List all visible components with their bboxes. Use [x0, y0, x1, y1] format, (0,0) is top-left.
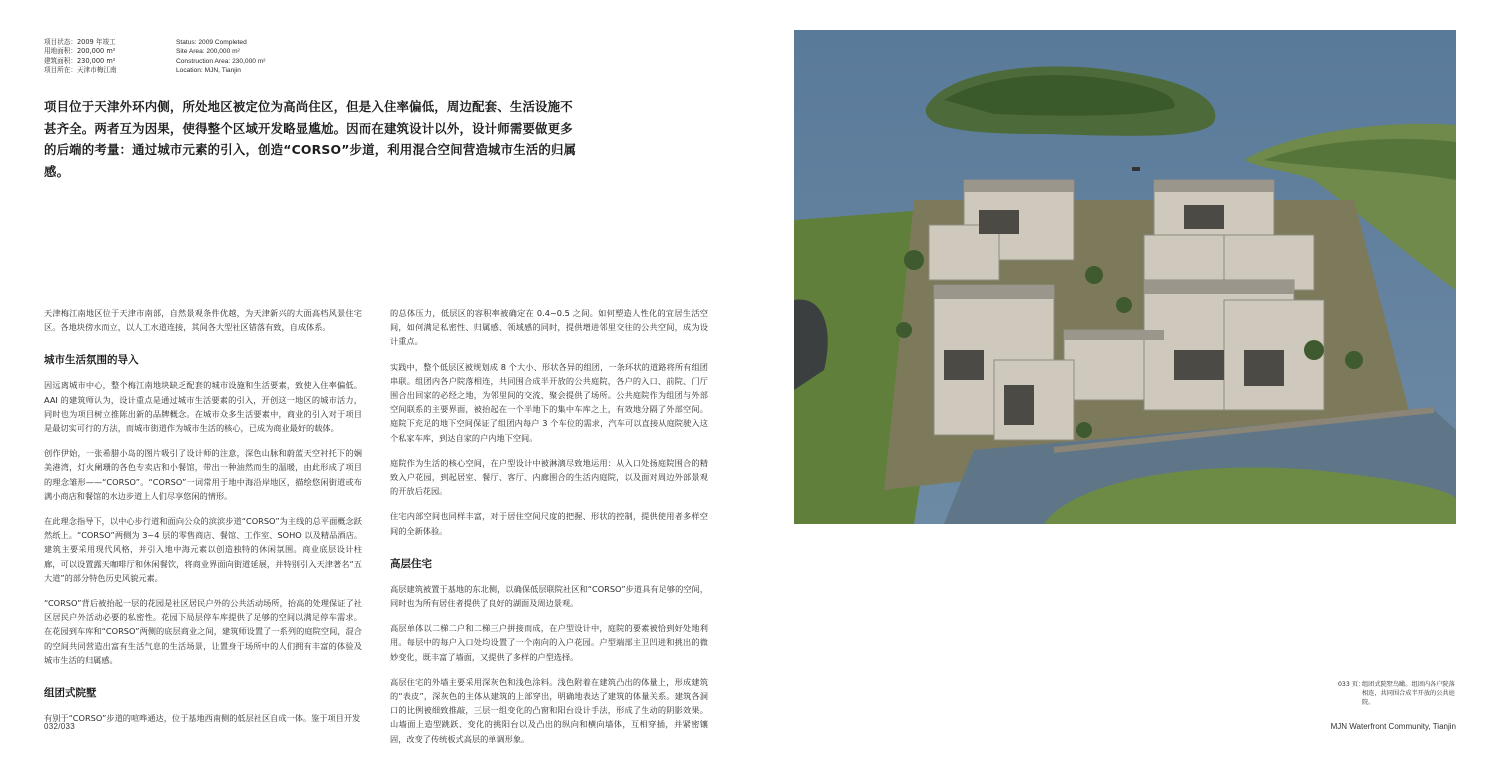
paragraph: 高层单体以二梯二户和二梯三户拼接而成，在户型设计中，庭院的要素被恰到好处地利用。每层中的每户入口处均设置了一个南向的入户花园。户型端部主卫凹进和挑出的微妙变化，既丰富了墙面，又提供了多样的户型选择。: [390, 623, 708, 662]
paragraph: 因远离城市中心，整个梅江南地块缺乏配套的城市设施和生活要素，致使入住率偏低。AAI 的建筑师认为，设计重点是通过城市生活要素的引入，开创这一地区的城市活力，同时也为项目树立推陈出新的品牌概念。在城市众多生活要素中，商业的引入对于项目是最切实可行的方法，而城市街道作为城市生活的核心，已成为商业最好的载体。: [44, 380, 362, 434]
paragraph: “CORSO”背后被抬起一层的花园是社区居民户外的公共活动场所，抬高的处理保证了社区居民户外活动必要的私密性。花园下局层停车库提供了足够的空间以满足停车需求。在花园到车库和“CORSO”两侧的底层商业之间，建筑师设置了一系列的庭院空间，混合的空间共同营造出富有生活气息的生活场景，让置身于场所中的人们拥有丰富的体验及城市生活的归属感。: [44, 598, 362, 665]
spec-location-en: Location: MJN, Tianjin: [176, 67, 241, 75]
spec-status-zh: 项目状态：2009 年竣工: [44, 38, 116, 46]
page-folio: 032/033: [44, 722, 76, 731]
paragraph: 高层建筑被置于基地的东北侧，以确保低层联院社区和“CORSO”步道具有足够的空间，同时也为所有居住者提供了良好的湖面及周边景观。: [390, 583, 708, 609]
running-footer: MJN Waterfront Community, Tianjin: [1330, 722, 1456, 731]
paragraph: 创作伊始，一张希腊小岛的图片吸引了设计师的注意，深色山脉和蔚蓝天空衬托下的娴美港湾，灯火阑珊的各色专卖店和小餐馆，带出一种油然而生的温暖，由此形成了项目的理念雏形——“CORSO”。“CORSO”一词常用于地中海沿岸地区，描绘悠闲街道或布满小商店和餐馆的水边步道上人们尽享悠闲的情形。: [44, 448, 362, 501]
photo-caption: 组团式院墅鸟瞰。组团内各户院落相连，共同围合成半开放的公共庭院。: [1362, 681, 1455, 706]
spec-site-area-zh: 用地面积：200,000 m²: [44, 47, 116, 56]
paragraph: 住宅内部空间也同样丰富，对于居住空间尺度的把握、形状的控制，提供使用者多样空间的全新体验。: [390, 511, 708, 536]
paragraph: 天津梅江南地区位于天津市南部，自然景观条件优越，为天津新兴的大面高档风景住宅区。各地块傍水而立，以人工水道连接，其间各大型社区错落有致，自成体系。: [44, 308, 362, 333]
spec-status-en: Status: 2009 Completed: [176, 39, 247, 46]
section-heading: 高层住宅: [390, 557, 432, 570]
paragraph: 庭院作为生活的核心空间，在户型设计中被淋漓尽致地运用：从入口处扬庭院围合的精致入户花园，到起居室、餐厅、客厅、内廊围合的生活内庭院，以及面对周边外部景观的开放后花园。: [390, 457, 708, 497]
paragraph: 的总体压力，低层区的容积率被确定在 0.4~0.5 之间。如何塑造人性化的宜居生活空间，如何满足私密性、归属感、领域感的同时，提供增进邻里交往的公共空间，成为设计重点。: [390, 308, 708, 347]
spec-construction-area-zh: 建筑面积：230,000 m²: [44, 56, 116, 65]
spec-site-area-en: Site Area: 200,000 m²: [176, 48, 240, 56]
paragraph: 有别于“CORSO”步道的喧哗通达，位于基地西南侧的低层社区自成一体。鉴于项目开发: [44, 713, 361, 724]
paragraph: 高层住宅的外墙主要采用深灰色和浅色涂料。浅色附着在建筑凸出的体量上，形成建筑的“表皮”，深灰色的主体从建筑的上部穿出，明确地表达了建筑的体量关系。建筑各洞口的比例被细致推敲，三层一组变化的凸窗和阳台设计手法，形成了生动的阴影效果。山墙面上造型跳跃、变化的挑阳台以及凸出的纵向和横向墙体，互相穿插，并紧密镶固，改变了传统板式高层的单调形象。: [390, 676, 708, 744]
intro-paragraph: 项目位于天津外环内侧，所处地区被定位为高尚住区，但是入住率偏低，周边配套、生活设施不甚齐全。两者互为因果，使得整个区域开发略显尴尬。因而在建筑设计以外，设计师需要做更多的后端的考量：通过城市元素的引入，创造“CORSO”步道，利用混合空间营造城市生活的归属感。: [44, 99, 577, 179]
aerial-photo: [794, 30, 1456, 524]
body-column-middle: [390, 306, 708, 757]
body-column-left: [44, 306, 362, 736]
paragraph: 实践中，整个低层区被规划成 8 个大小、形状各异的组团，一条环状的道路将所有组团串联。组团内各户院落相连，共同围合成半开放的公共庭院，各户的入口、前院、门厅围合出回家的必经之地，为邻里间的交流、聚会提供了场所。公共庭院作为组团与外部空间联系的主要界面，被抬起在一个半地下的集中车库之上，有效地分隔了外部空间。庭院下充足的地下空间保证了组团内每户 3 个车位的需求，汽车可以直接从庭院驶入这个私家车库，到达自家的户内地下空间。: [390, 361, 708, 443]
section-heading: 组团式院墅: [44, 687, 97, 700]
paragraph: 在此理念指导下，以中心步行道和面向公众的滨滨步道“CORSO”为主线的总平面概念跃然纸上。“CORSO”两侧为 3~4 层的零售商店、餐馆、工作室、SOHO 以及精品酒店。建筑主要采用现代风格，并引入地中海元素以创造独特的休闲氛围。商业底层设计柱廊，可以设置露天咖啡厅和休闲餐饮，将商业界面向街道延展，并特别引入天津著名“五大道”的部分特色历史风貌元素。: [44, 516, 362, 583]
spec-list-zh: [44, 38, 164, 76]
section-heading: 城市生活氛围的导入: [44, 354, 139, 367]
spec-construction-area-en: Construction Area: 230,000 m²: [176, 57, 266, 65]
spec-list-en: [176, 38, 336, 76]
spec-location-zh: 项目所在：天津市梅江南: [44, 66, 117, 75]
caption-page-number: 033 页：: [1338, 681, 1365, 688]
